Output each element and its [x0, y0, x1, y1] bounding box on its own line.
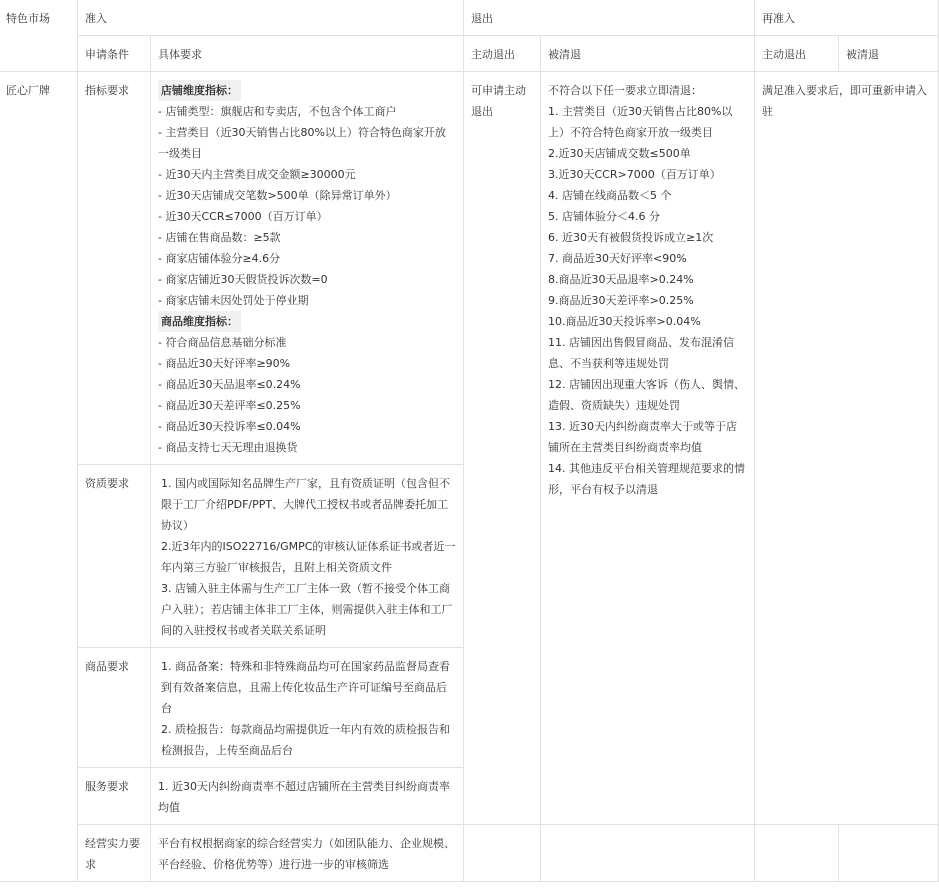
qualification-item: 2.近3年内的ISO22716/GMPC的审核认证体系证书或者近一年内第三方验厂审核报告，且附上相关资质文件 — [161, 540, 456, 574]
store-line: - 主营类目（近30天销售占比80%以上）符合特色商家开放一级类目 — [158, 126, 446, 160]
header-requirement: 具体要求 — [151, 36, 464, 72]
passive-exit-item: 9.商品近30天差评率>0.25% — [548, 294, 694, 307]
product-line: - 商品近30天品退率≤0.24% — [158, 378, 301, 391]
header-admission: 准入 — [78, 0, 464, 36]
indicator-requirements — [151, 72, 464, 465]
product-indicator-header: 商品维度指标： — [158, 311, 241, 332]
product-line: - 符合商品信息基础分标准 — [158, 336, 287, 349]
qualification-item: 1. 国内或国际知名品牌生产厂家，且有资质证明（包含但不限于工厂介绍PDF/PPT、大牌代工授权书或者品牌委托加工协议） — [161, 477, 450, 532]
store-line: - 商家店铺近30天假货投诉次数=0 — [158, 273, 328, 286]
header-readmission: 再准入 — [755, 0, 939, 36]
passive-exit-item: 13. 近30天内纠纷商责率大于或等于店铺所在主营类目纠纷商责率均值 — [548, 420, 737, 454]
empty-cell — [755, 825, 839, 882]
store-indicator-header: 店铺维度指标： — [158, 80, 241, 101]
store-line: - 近30天店铺成交笔数>500单（除异常订单外） — [158, 189, 397, 202]
active-exit-cell: 可申请主动退出 — [464, 72, 541, 825]
header-re-active-exit: 主动退出 — [755, 36, 839, 72]
passive-exit-item: 14. 其他违反平台相关管理规范要求的情形，平台有权予以清退 — [548, 462, 745, 496]
product-line: - 商品近30天投诉率≤0.04% — [158, 420, 301, 433]
passive-exit-item: 4. 店铺在线商品数＜5 个 — [548, 189, 672, 202]
store-line: - 店铺类型：旗舰店和专卖店，不包含个体工商户 — [158, 105, 397, 118]
market-name-cell: 匠心厂牌 — [0, 72, 78, 882]
product-requirements — [151, 648, 464, 768]
qualification-item: 3. 店铺入驻主体需与生产工厂主体一致（暂不接受个体工商户入驻）；若店铺主体非工厂主体，则需提供入驻主体和工厂间的入驻授权书或者关联关系证明 — [161, 582, 453, 637]
passive-exit-item: 6. 近30天有被假货投诉成立≥1次 — [548, 231, 714, 244]
empty-cell — [541, 825, 755, 882]
condition-business: 经营实力要求 — [78, 825, 151, 882]
condition-product: 商品要求 — [78, 648, 151, 768]
header-active-exit: 主动退出 — [464, 36, 541, 72]
store-line: - 店铺在售商品数：≥5款 — [158, 231, 281, 244]
readmission-cell: 满足准入要求后，即可重新申请入驻 — [755, 72, 939, 825]
passive-exit-item: 10.商品近30天投诉率>0.04% — [548, 315, 701, 328]
header-condition: 申请条件 — [78, 36, 151, 72]
product-line: - 商品近30天好评率≥90% — [158, 357, 291, 370]
product-line: - 商品近30天差评率≤0.25% — [158, 399, 301, 412]
service-requirements: 1. 近30天内纠纷商责率不超过店铺所在主营类目纠纷商责率均值 — [151, 768, 464, 825]
header-market: 特色市场 — [0, 0, 78, 72]
product-line: - 商品支持七天无理由退换货 — [158, 441, 298, 454]
store-line: - 近30天CCR≤7000（百万订单） — [158, 210, 328, 223]
condition-qualification: 资质要求 — [78, 465, 151, 648]
store-line: - 近30天内主营类目成交金额≥30000元 — [158, 168, 356, 181]
passive-exit-item: 2.近30天店铺成交数≤500单 — [548, 147, 691, 160]
passive-exit-item: 7. 商品近30天好评率<90% — [548, 252, 687, 265]
product-requirement-item: 1. 商品备案：特殊和非特殊商品均可在国家药品监督局查看到有效备案信息，且需上传化妆品生产许可证编号至商品后台 — [161, 660, 450, 715]
passive-exit-intro: 不符合以下任一要求立即清退： — [548, 84, 702, 97]
store-line: - 商家店铺未因处罚处于停业期 — [158, 294, 309, 307]
passive-exit-cell — [541, 72, 755, 825]
passive-exit-item: 12. 店铺因出现重大客诉（伤人、舆情、造假、资质缺失）违规处罚 — [548, 378, 745, 412]
business-requirements: 平台有权根据商家的综合经营实力（如团队能力、企业规模、平台经验、价格优势等）进行进一步的审核筛选 — [151, 825, 464, 882]
product-requirement-item: 2. 质检报告：每款商品均需提供近一年内有效的质检报告和检测报告，上传至商品后台 — [161, 723, 450, 757]
passive-exit-item: 5. 店铺体验分＜4.6 分 — [548, 210, 660, 223]
passive-exit-item: 11. 店铺因出售假冒商品、发布混淆信息、不当获利等违规处罚 — [548, 336, 734, 370]
store-line: - 商家店铺体验分≥4.6分 — [158, 252, 281, 265]
qualification-requirements — [151, 465, 464, 648]
condition-indicator: 指标要求 — [78, 72, 151, 465]
empty-cell — [464, 825, 541, 882]
header-re-passive-exit: 被清退 — [839, 36, 939, 72]
condition-service: 服务要求 — [78, 768, 151, 825]
empty-cell — [839, 825, 939, 882]
passive-exit-item: 3.近30天CCR>7000（百万订单） — [548, 168, 721, 181]
header-passive-exit: 被清退 — [541, 36, 755, 72]
passive-exit-item: 8.商品近30天品退率>0.24% — [548, 273, 694, 286]
passive-exit-item: 1. 主营类目（近30天销售占比80%以上）不符合特色商家开放一级类目 — [548, 105, 733, 139]
header-exit: 退出 — [464, 0, 755, 36]
